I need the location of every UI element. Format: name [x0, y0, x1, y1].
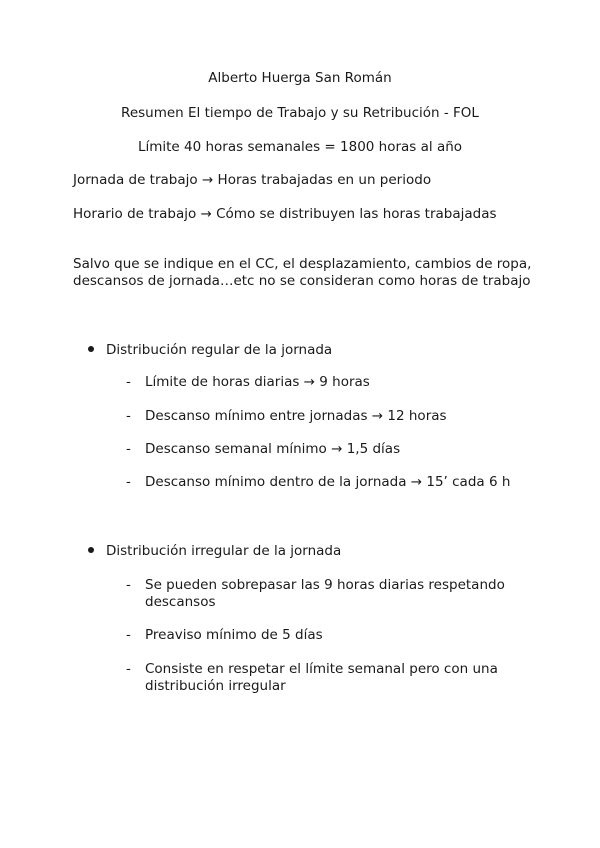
regular-item-text: Descanso mínimo dentro de la jornada → 15’ cada 6 h: [145, 474, 511, 490]
dash-marker: -: [126, 661, 131, 677]
bullet-regular: [88, 342, 332, 359]
note-paragraph: Salvo que se indique en el CC, el desplazamiento, cambios de ropa, descansos de jornada…etc no se consideran como horas de trabajo: [73, 256, 532, 289]
irregular-item: [126, 661, 526, 695]
irregular-item: [126, 577, 526, 611]
irregular-item-text: Se pueden sobrepasar las 9 horas diarias respetando descansos: [145, 577, 505, 610]
dash-marker: -: [126, 408, 131, 424]
regular-item: [126, 441, 526, 458]
regular-item-text: Descanso mínimo entre jornadas → 12 horas: [145, 408, 447, 424]
bullet-irregular-label: Distribución irregular de la jornada: [106, 543, 342, 559]
regular-item: [126, 474, 526, 491]
bullet-regular-label: Distribución regular de la jornada: [106, 342, 333, 358]
definition-jornada: Jornada de trabajo → Horas trabajadas en un periodo: [73, 172, 432, 188]
dash-marker: -: [126, 441, 131, 457]
dash-marker: -: [126, 627, 131, 643]
bullet-dot-icon: [88, 346, 94, 352]
bullet-irregular: [88, 543, 341, 560]
irregular-item: [126, 627, 526, 644]
regular-item: [126, 374, 526, 391]
regular-item: [126, 408, 526, 425]
bullet-dot-icon: [88, 547, 94, 553]
irregular-item-text: Preaviso mínimo de 5 días: [145, 627, 323, 643]
dash-marker: -: [126, 577, 131, 593]
document-title: Resumen El tiempo de Trabajo y su Retribución - FOL: [121, 105, 479, 121]
irregular-item-text: Consiste en respetar el límite semanal pero con una distribución irregular: [145, 661, 498, 694]
author-name: Alberto Huerga San Román: [208, 70, 392, 86]
hours-limit: Límite 40 horas semanales = 1800 horas al año: [137, 139, 463, 155]
dash-marker: -: [126, 374, 131, 390]
regular-item-text: Descanso semanal mínimo → 1,5 días: [145, 441, 401, 457]
definition-horario: Horario de trabajo → Cómo se distribuyen las horas trabajadas: [73, 206, 497, 222]
regular-item-text: Límite de horas diarias → 9 horas: [145, 374, 370, 390]
dash-marker: -: [126, 474, 131, 490]
